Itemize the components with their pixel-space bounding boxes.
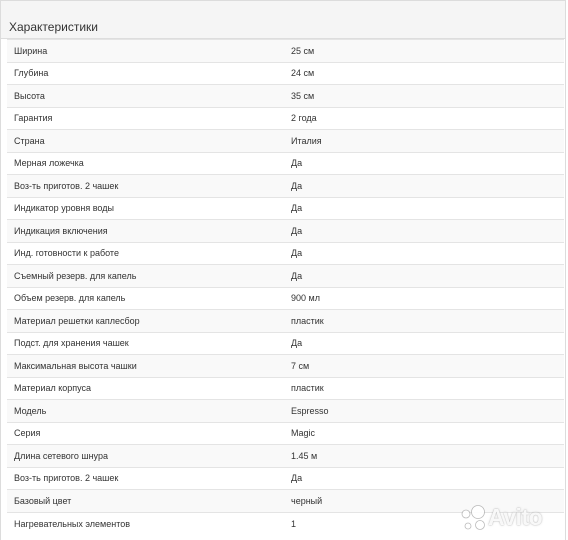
spec-label: Инд. готовности к работе [7,242,284,265]
table-row [7,422,564,445]
spec-value: Да [284,152,564,175]
spec-label: Модель [7,400,284,423]
table-row [7,467,564,490]
spec-value: пластик [284,310,564,333]
spec-value: черный [284,490,564,513]
spec-label: Подст. для хранения чашек [7,332,284,355]
spec-label: Страна [7,130,284,153]
spec-label: Воз-ть приготов. 2 чашек [7,175,284,198]
spec-label: Длина сетевого шнура [7,445,284,468]
table-row [7,152,564,175]
spec-label: Высота [7,85,284,108]
watermark-text: Avito [488,504,543,530]
spec-label: Глубина [7,62,284,85]
spec-value: 2 года [284,107,564,130]
spec-label: Максимальная высота чашки [7,355,284,378]
spec-label: Материал корпуса [7,377,284,400]
spec-label: Воз-ть приготов. 2 чашек [7,467,284,490]
spec-label: Нагревательных элементов [7,512,284,535]
table-row [7,220,564,243]
spec-value: Да [284,175,564,198]
table-row [7,287,564,310]
panel-title: Характеристики [1,1,565,39]
spec-label: Съемный резерв. для капель [7,265,284,288]
table-row [7,490,564,513]
spec-label: Мерная ложечка [7,152,284,175]
spec-value: Да [284,220,564,243]
table-row [7,400,564,423]
spec-value: Да [284,242,564,265]
table-row [7,355,564,378]
table-row [7,332,564,355]
table-row [7,175,564,198]
table-row [7,242,564,265]
spec-value: Италия [284,130,564,153]
spec-label: Индикатор уровня воды [7,197,284,220]
table-row [7,40,564,63]
table-row [7,62,564,85]
spec-value: 24 см [284,62,564,85]
spec-value: Да [284,467,564,490]
spec-value: Да [284,265,564,288]
spec-value: Да [284,332,564,355]
table-row [7,130,564,153]
spec-value: 900 мл [284,287,564,310]
spec-value: Espresso [284,400,564,423]
table-row [7,310,564,333]
spec-label: Материал решетки каплесбор [7,310,284,333]
table-row [7,445,564,468]
spec-value: 7 см [284,355,564,378]
spec-value: 1.45 м [284,445,564,468]
table-row [7,265,564,288]
table-row [7,85,564,108]
spec-value: Да [284,197,564,220]
spec-label: Гарантия [7,107,284,130]
spec-table [7,39,564,535]
spec-label: Серия [7,422,284,445]
spec-label: Ширина [7,40,284,63]
spec-label: Индикация включения [7,220,284,243]
spec-value: пластик [284,377,564,400]
spec-label: Объем резерв. для капель [7,287,284,310]
spec-value: Magic [284,422,564,445]
spec-value: 35 см [284,85,564,108]
table-row [7,512,564,535]
table-row [7,107,564,130]
spec-label: Базовый цвет [7,490,284,513]
spec-value: 1 [284,512,564,535]
table-row [7,377,564,400]
spec-value: 25 см [284,40,564,63]
table-row [7,197,564,220]
